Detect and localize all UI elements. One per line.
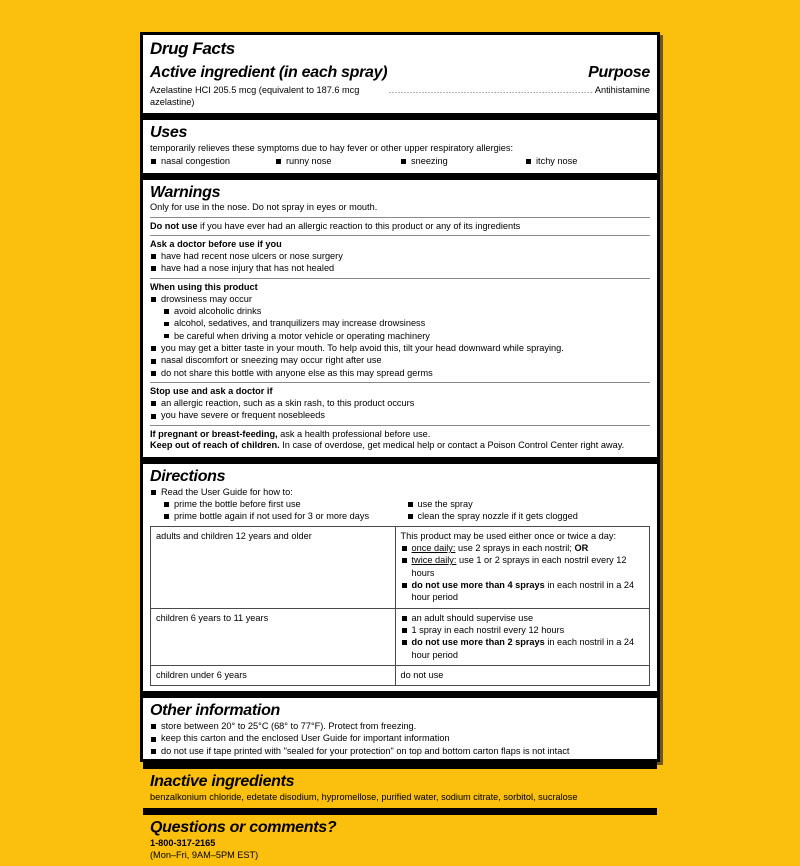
dosage-cell	[395, 608, 650, 665]
inactive-ingredients-text: benzalkonium chloride, edetate disodium, hypromellose, purified water, sodium citrate, sorbitol, sucralose	[150, 791, 578, 802]
pregnancy-label: If pregnant or breast-feeding,	[150, 428, 278, 439]
dosage-cell: do not use	[395, 665, 650, 685]
list-item: be careful when driving a motor vehicle or operating machinery	[163, 330, 650, 342]
table-row	[151, 665, 650, 685]
dosage-text: in each nostril in a 24 hour period	[411, 579, 635, 603]
active-ingredient-section	[143, 61, 657, 113]
active-ingredient-row	[150, 84, 650, 108]
warnings-heading: Warnings	[150, 183, 221, 201]
drowsiness-sublist	[163, 305, 650, 342]
drug-facts-panel	[140, 32, 660, 861]
list-item	[401, 636, 645, 661]
when-using-list-cont	[150, 342, 650, 379]
list-item: Read the User Guide for how to:	[150, 486, 650, 498]
list-item: use the spray	[407, 498, 651, 510]
list-item: nasal discomfort or sneezing may occur right after use	[150, 354, 650, 366]
directions-heading: Directions	[150, 467, 226, 485]
divider	[150, 382, 650, 383]
user-guide-columns	[150, 498, 650, 523]
list-item: store between 20° to 25°C (68° to 77°F). Protect from freezing.	[150, 720, 650, 732]
list-item: sneezing	[400, 155, 525, 167]
dosage-text: use 2 sprays in each nostril;	[455, 542, 575, 553]
pregnancy-warning	[150, 428, 650, 440]
list-item: 1 spray in each nostril every 12 hours	[401, 624, 645, 636]
warnings-intro: Only for use in the nose. Do not spray in eyes or mouth.	[150, 202, 378, 213]
list-item: an allergic reaction, such as a skin rash, to this product occurs	[150, 397, 650, 409]
max-dose-label: do not use more than 2 sprays	[411, 637, 545, 648]
list-item: you have severe or frequent nosebleeds	[150, 409, 650, 421]
list-item: alcohol, sedatives, and tranquilizers may increase drowsiness	[163, 317, 650, 329]
divider	[150, 217, 650, 218]
dot-leaders: ....................................................................	[388, 84, 593, 95]
read-guide-list	[150, 486, 650, 498]
section-divider-bar	[143, 808, 657, 815]
questions-section	[143, 815, 657, 866]
section-divider-bar	[143, 113, 657, 120]
list-item: runny nose	[275, 155, 400, 167]
table-row	[151, 608, 650, 665]
uses-intro: temporarily relieves these symptoms due to hay fever or other upper respiratory allergies:	[150, 143, 514, 154]
dosage-cell	[395, 526, 650, 608]
section-divider-bar	[143, 691, 657, 698]
drug-facts-title-block	[143, 35, 657, 61]
list-item: drowsiness may occur	[150, 293, 650, 305]
active-ingredient-headings	[150, 64, 650, 82]
when-using-list	[150, 293, 650, 305]
age-group-cell: adults and children 12 years and older	[151, 526, 396, 608]
list-item	[401, 554, 645, 579]
other-information-list	[150, 720, 650, 757]
list-item: itchy nose	[525, 155, 650, 167]
ask-doctor-list	[150, 250, 650, 275]
do-not-use-label: Do not use	[150, 220, 198, 231]
dosage-list	[401, 612, 645, 661]
max-dose-label: do not use more than 4 sprays	[411, 579, 545, 590]
keep-out-of-reach-warning	[150, 440, 650, 452]
when-using-heading: When using this product	[150, 281, 258, 292]
table-row	[151, 526, 650, 608]
guide-column-2	[407, 498, 651, 523]
section-divider-bar	[143, 457, 657, 464]
dosage-list	[401, 542, 645, 604]
list-item: do not use if tape printed with "sealed for your protection" on top and bottom carton flaps is not intact	[150, 745, 650, 757]
section-divider-bar	[143, 762, 657, 769]
divider	[150, 235, 650, 236]
list-item: do not share this bottle with anyone else as this may spread germs	[150, 367, 650, 379]
guide-column-1	[163, 498, 407, 523]
list-item: avoid alcoholic drinks	[163, 305, 650, 317]
dosage-text: in each nostril in a 24 hour period	[411, 637, 635, 660]
do-not-use-row	[150, 220, 650, 232]
list-item: clean the spray nozzle if it gets clogged	[407, 510, 651, 522]
dosage-text: use 1 or 2 sprays in each nostril every 12 hours	[411, 555, 627, 578]
list-item: prime bottle again if not used for 3 or more days	[163, 510, 407, 522]
dosage-intro: This product may be used either once or twice a day:	[400, 530, 617, 541]
stop-use-heading: Stop use and ask a doctor if	[150, 385, 273, 396]
uses-heading: Uses	[150, 124, 188, 142]
dosage-tail: OR	[574, 542, 589, 553]
uses-symptom-list	[150, 155, 650, 167]
divider	[150, 425, 650, 426]
purpose-value: Antihistamine	[594, 84, 650, 95]
list-item	[401, 579, 645, 604]
age-group-cell: children under 6 years	[151, 665, 396, 685]
warnings-section	[143, 180, 657, 457]
list-item: an adult should supervise use	[401, 612, 645, 624]
list-item: nasal congestion	[150, 155, 275, 167]
inactive-ingredients-section	[143, 769, 657, 808]
keep-out-label: Keep out of reach of children.	[150, 439, 280, 450]
other-information-section	[143, 698, 657, 762]
section-divider-bar	[143, 173, 657, 180]
do-not-use-text: if you have ever had an allergic reaction to this product or any of its ingredients	[197, 220, 521, 231]
list-item	[401, 542, 645, 554]
phone-hours: (Mon–Fri, 9AM–5PM EST)	[150, 850, 259, 861]
list-item: prime the bottle before first use	[163, 498, 407, 510]
questions-heading: Questions or comments?	[150, 819, 337, 837]
divider	[150, 278, 650, 279]
purpose-heading: Purpose	[588, 64, 650, 81]
page-title: Drug Facts	[150, 39, 235, 58]
frequency-label: once daily:	[411, 542, 456, 553]
other-information-heading: Other information	[150, 702, 281, 720]
pregnancy-text: ask a health professional before use.	[277, 428, 431, 439]
phone-number[interactable]: 1-800-317-2165	[150, 838, 216, 849]
list-item: keep this carton and the enclosed User Guide for important information	[150, 732, 650, 744]
dosage-table	[150, 526, 650, 687]
list-item: have had a nose injury that has not healed	[150, 262, 650, 274]
directions-section	[143, 464, 657, 692]
uses-section	[143, 120, 657, 172]
frequency-label: twice daily:	[411, 555, 457, 566]
active-ingredient-value: Azelastine HCI 205.5 mcg (equivalent to 187.6 mcg azelastine)	[150, 84, 360, 108]
active-ingredient-heading: Active ingredient (in each spray)	[150, 64, 388, 81]
inactive-ingredients-heading: Inactive ingredients	[150, 773, 295, 791]
age-group-cell: children 6 years to 11 years	[151, 608, 396, 665]
keep-out-text: In case of overdose, get medical help or contact a Poison Control Center right away.	[279, 439, 625, 450]
list-item: have had recent nose ulcers or nose surgery	[150, 250, 650, 262]
stop-use-list	[150, 397, 650, 422]
ask-doctor-heading: Ask a doctor before use if you	[150, 238, 282, 249]
list-item: you may get a bitter taste in your mouth. To help avoid this, tilt your head downward while spraying.	[150, 342, 650, 354]
